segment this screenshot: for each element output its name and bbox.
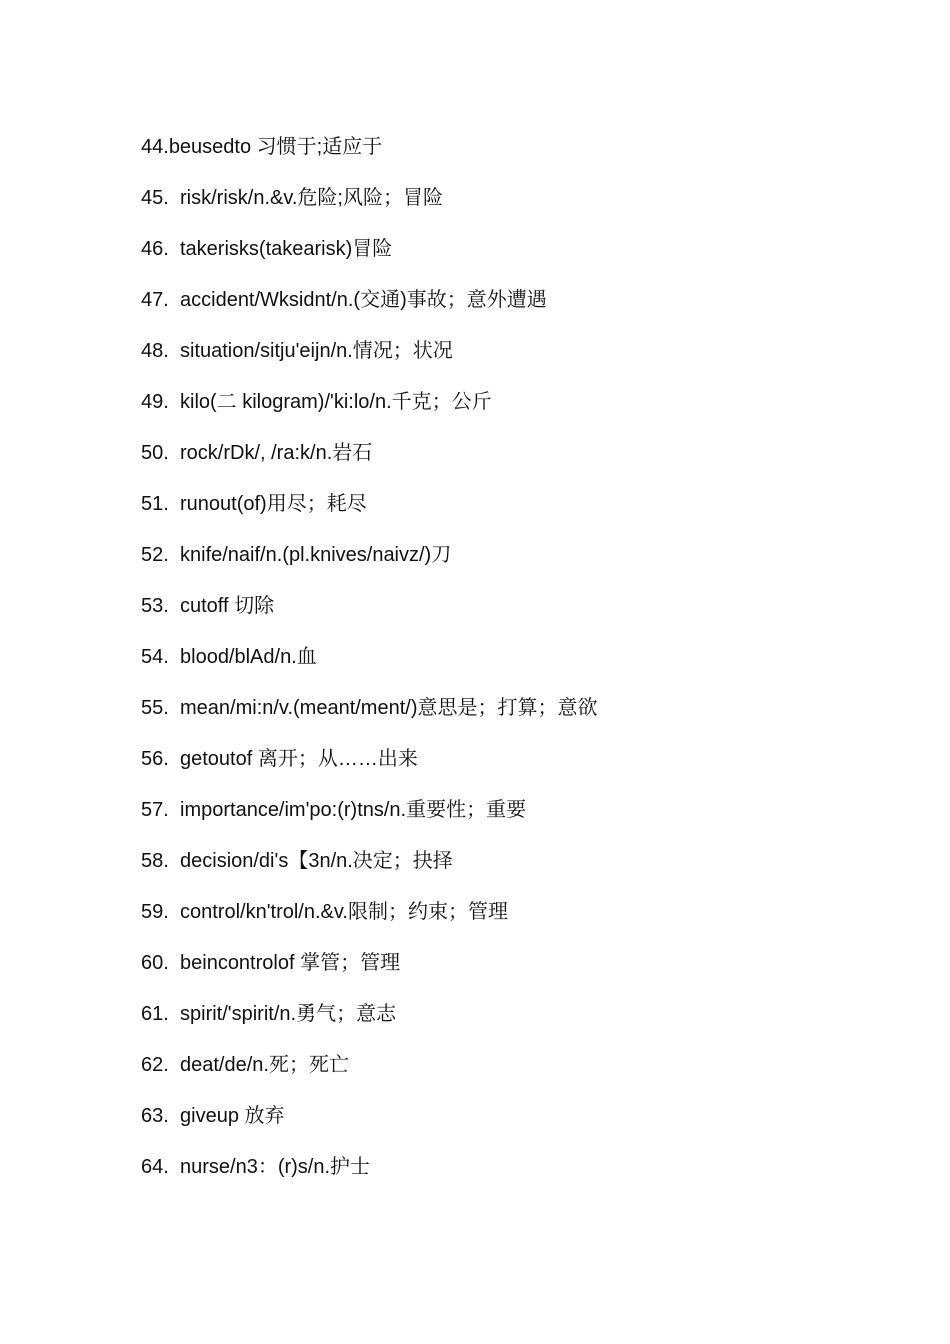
vocab-entry — [141, 286, 861, 337]
entry-text: mean/mi:n/v.(meant/ment/)意思是；打算；意欲 — [180, 697, 598, 719]
entry-number: 50. — [141, 442, 169, 464]
vocab-entry — [141, 439, 861, 490]
vocab-entry — [141, 133, 861, 184]
entry-text: cutoff 切除 — [180, 595, 275, 617]
entry-number: 45. — [141, 187, 169, 209]
entry-text: situation/sitju'eijn/n.情况；状况 — [180, 340, 453, 362]
entry-text: accident/Wksidnt/n.(交通)事故；意外遭遇 — [180, 289, 547, 311]
vocab-entry — [141, 898, 861, 949]
vocab-entry — [141, 592, 861, 643]
vocabulary-list — [141, 133, 861, 1204]
entry-text: control/kn'trol/n.&v.限制；约束；管理 — [180, 901, 508, 923]
entry-number: 55. — [141, 697, 169, 719]
entry-number: 49. — [141, 391, 169, 413]
entry-text: beusedto 习惯于;适应于 — [168, 136, 383, 158]
vocab-entry — [141, 745, 861, 796]
entry-number: 56. — [141, 748, 169, 770]
vocab-entry — [141, 388, 861, 439]
entry-number: 60. — [141, 952, 169, 974]
vocab-entry — [141, 1153, 861, 1204]
entry-text: decision/di's【3n/n.决定；抉择 — [180, 850, 453, 872]
vocab-entry — [141, 643, 861, 694]
vocab-entry — [141, 1051, 861, 1102]
entry-number: 63. — [141, 1105, 169, 1127]
entry-number: 46. — [141, 238, 169, 260]
entry-number: 44. — [141, 136, 169, 158]
entry-number: 48. — [141, 340, 169, 362]
entry-text: rock/rDk/, /ra:k/n.岩石 — [180, 442, 373, 464]
entry-text: spirit/'spirit/n.勇气；意志 — [180, 1003, 397, 1025]
entry-text: kilo(二 kilogram)/'ki:lo/n.千克；公斤 — [180, 391, 492, 413]
vocab-entry — [141, 337, 861, 388]
entry-text: knife/naif/n.(pl.knives/naivz/)刀 — [180, 544, 452, 566]
entry-text: takerisks(takearisk)冒险 — [180, 238, 393, 260]
entry-number: 59. — [141, 901, 169, 923]
entry-text: runout(of)用尽；耗尽 — [180, 493, 367, 515]
vocab-entry — [141, 1000, 861, 1051]
vocab-entry — [141, 847, 861, 898]
entry-number: 61. — [141, 1003, 169, 1025]
vocab-entry — [141, 184, 861, 235]
entry-text: beincontrolof 掌管；管理 — [180, 952, 401, 974]
entry-number: 62. — [141, 1054, 169, 1076]
entry-number: 57. — [141, 799, 169, 821]
vocab-entry — [141, 1102, 861, 1153]
entry-text: blood/blAd/n.血 — [180, 646, 317, 668]
entry-text: risk/risk/n.&v.危险;风险；冒险 — [180, 187, 443, 209]
entry-text: giveup 放弃 — [180, 1105, 285, 1127]
vocab-entry — [141, 796, 861, 847]
entry-number: 64. — [141, 1156, 169, 1178]
entry-text: deat/de/n.死；死亡 — [180, 1054, 349, 1076]
entry-number: 47. — [141, 289, 169, 311]
entry-text: getoutof 离开；从……出来 — [180, 748, 418, 770]
entry-number: 53. — [141, 595, 169, 617]
entry-number: 51. — [141, 493, 169, 515]
vocab-entry — [141, 541, 861, 592]
entry-number: 58. — [141, 850, 169, 872]
entry-number: 54. — [141, 646, 169, 668]
vocab-entry — [141, 694, 861, 745]
entry-number: 52. — [141, 544, 169, 566]
entry-text: importance/im'po:(r)tns/n.重要性；重要 — [180, 799, 527, 821]
vocab-entry — [141, 490, 861, 541]
vocab-entry — [141, 235, 861, 286]
entry-text: nurse/n3：(r)s/n.护士 — [180, 1156, 371, 1178]
vocab-entry — [141, 949, 861, 1000]
